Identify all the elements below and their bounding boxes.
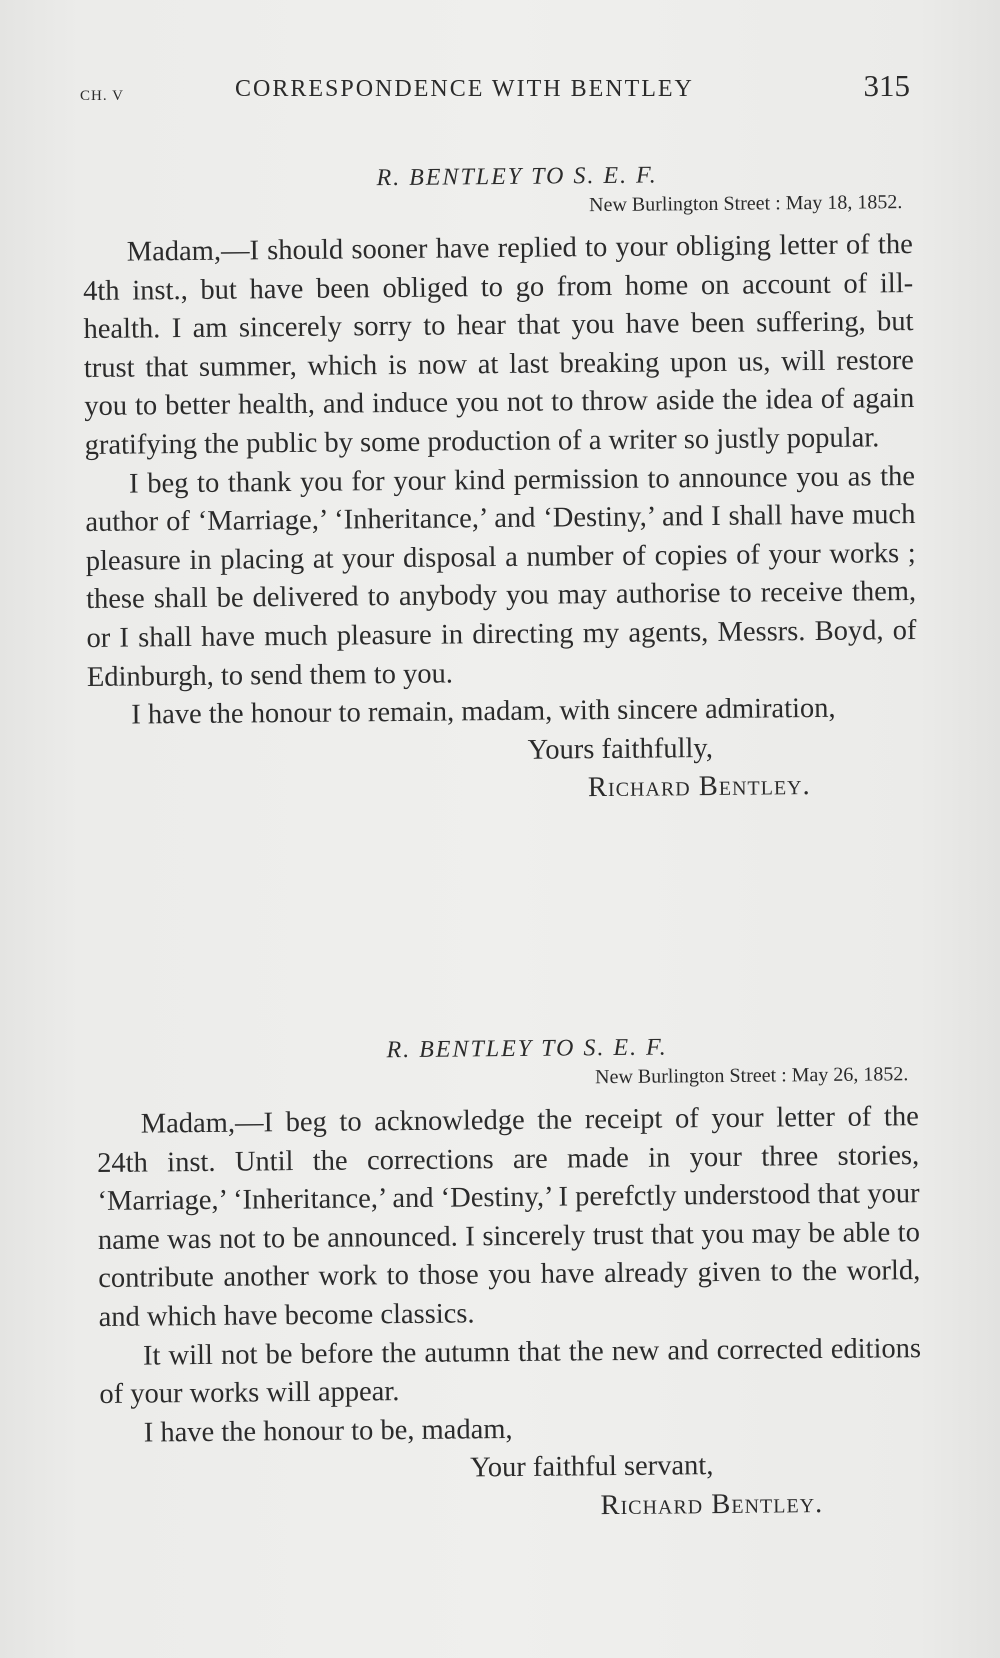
letter-2 <box>96 1032 923 1530</box>
letter-signature: Richard Bentley. <box>600 1487 824 1522</box>
letter-closing: Your faithful servant, <box>469 1450 714 1484</box>
running-title: CORRESPONDENCE WITH BENTLEY <box>235 76 694 102</box>
running-head <box>80 68 910 108</box>
page-number: 315 <box>863 68 910 103</box>
letter-heading: R. BENTLEY TO S. E. F. <box>376 162 658 192</box>
letter-paragraph: It will not be before the autumn that the new and corrected editions of your works will appear. <box>99 1332 922 1411</box>
letter-dateline: New Burlington Street : May 18, 1852. <box>588 191 903 217</box>
chapter-label: CH. V <box>80 88 124 104</box>
letter-1 <box>82 160 918 813</box>
letter-paragraph: Madam,—I should sooner have replied to your obliging letter of the 4th inst., but have been obliged to go from home on account of ill-health. I am sincerely sorry to hear that you have been suffering, but trust that summer, which is now at last breaking upon us, will restore you to better health, and induce you not to throw aside the idea of again gratifying the public by some production of a writer so justly popular. <box>83 229 915 461</box>
letter-dateline: New Burlington Street : May 26, 1852. <box>594 1063 909 1089</box>
letter-paragraph: I have the honour to be, madam, <box>143 1413 513 1449</box>
letter-paragraph: I have the honour to remain, madam, with sincere admiration, <box>131 692 836 731</box>
letter-signature: Richard Bentley. <box>587 770 811 804</box>
letter-paragraph: Madam,—I beg to acknowledge the receipt of your letter of the 24th inst. Until the corrections are made in your three stories, ‘Marriage,’ ‘Inheritance,’ and ‘Destiny,’ I perefctly understood that your name was not to be announced. I sincerely trust that you may be able to contribute another work to those you have already given to the world, and which have become classics. <box>97 1101 921 1333</box>
letter-closing: Yours faithfully, <box>527 732 714 766</box>
letter-paragraph: I beg to thank you for your kind permission to announce you as the author of ‘Marriage,’ ‘Inheritance,’ and ‘Destiny,’ and I shall have much pleasure in placing at your disposal a number of copies of your works ; these shall be delivered to anybody you may authorise to receive them, or I shall have much pleasure in directing my agents, Messrs. Boyd, of Edinburgh, to send them to you. <box>85 460 917 693</box>
letter-heading: R. BENTLEY TO S. E. F. <box>386 1034 668 1064</box>
